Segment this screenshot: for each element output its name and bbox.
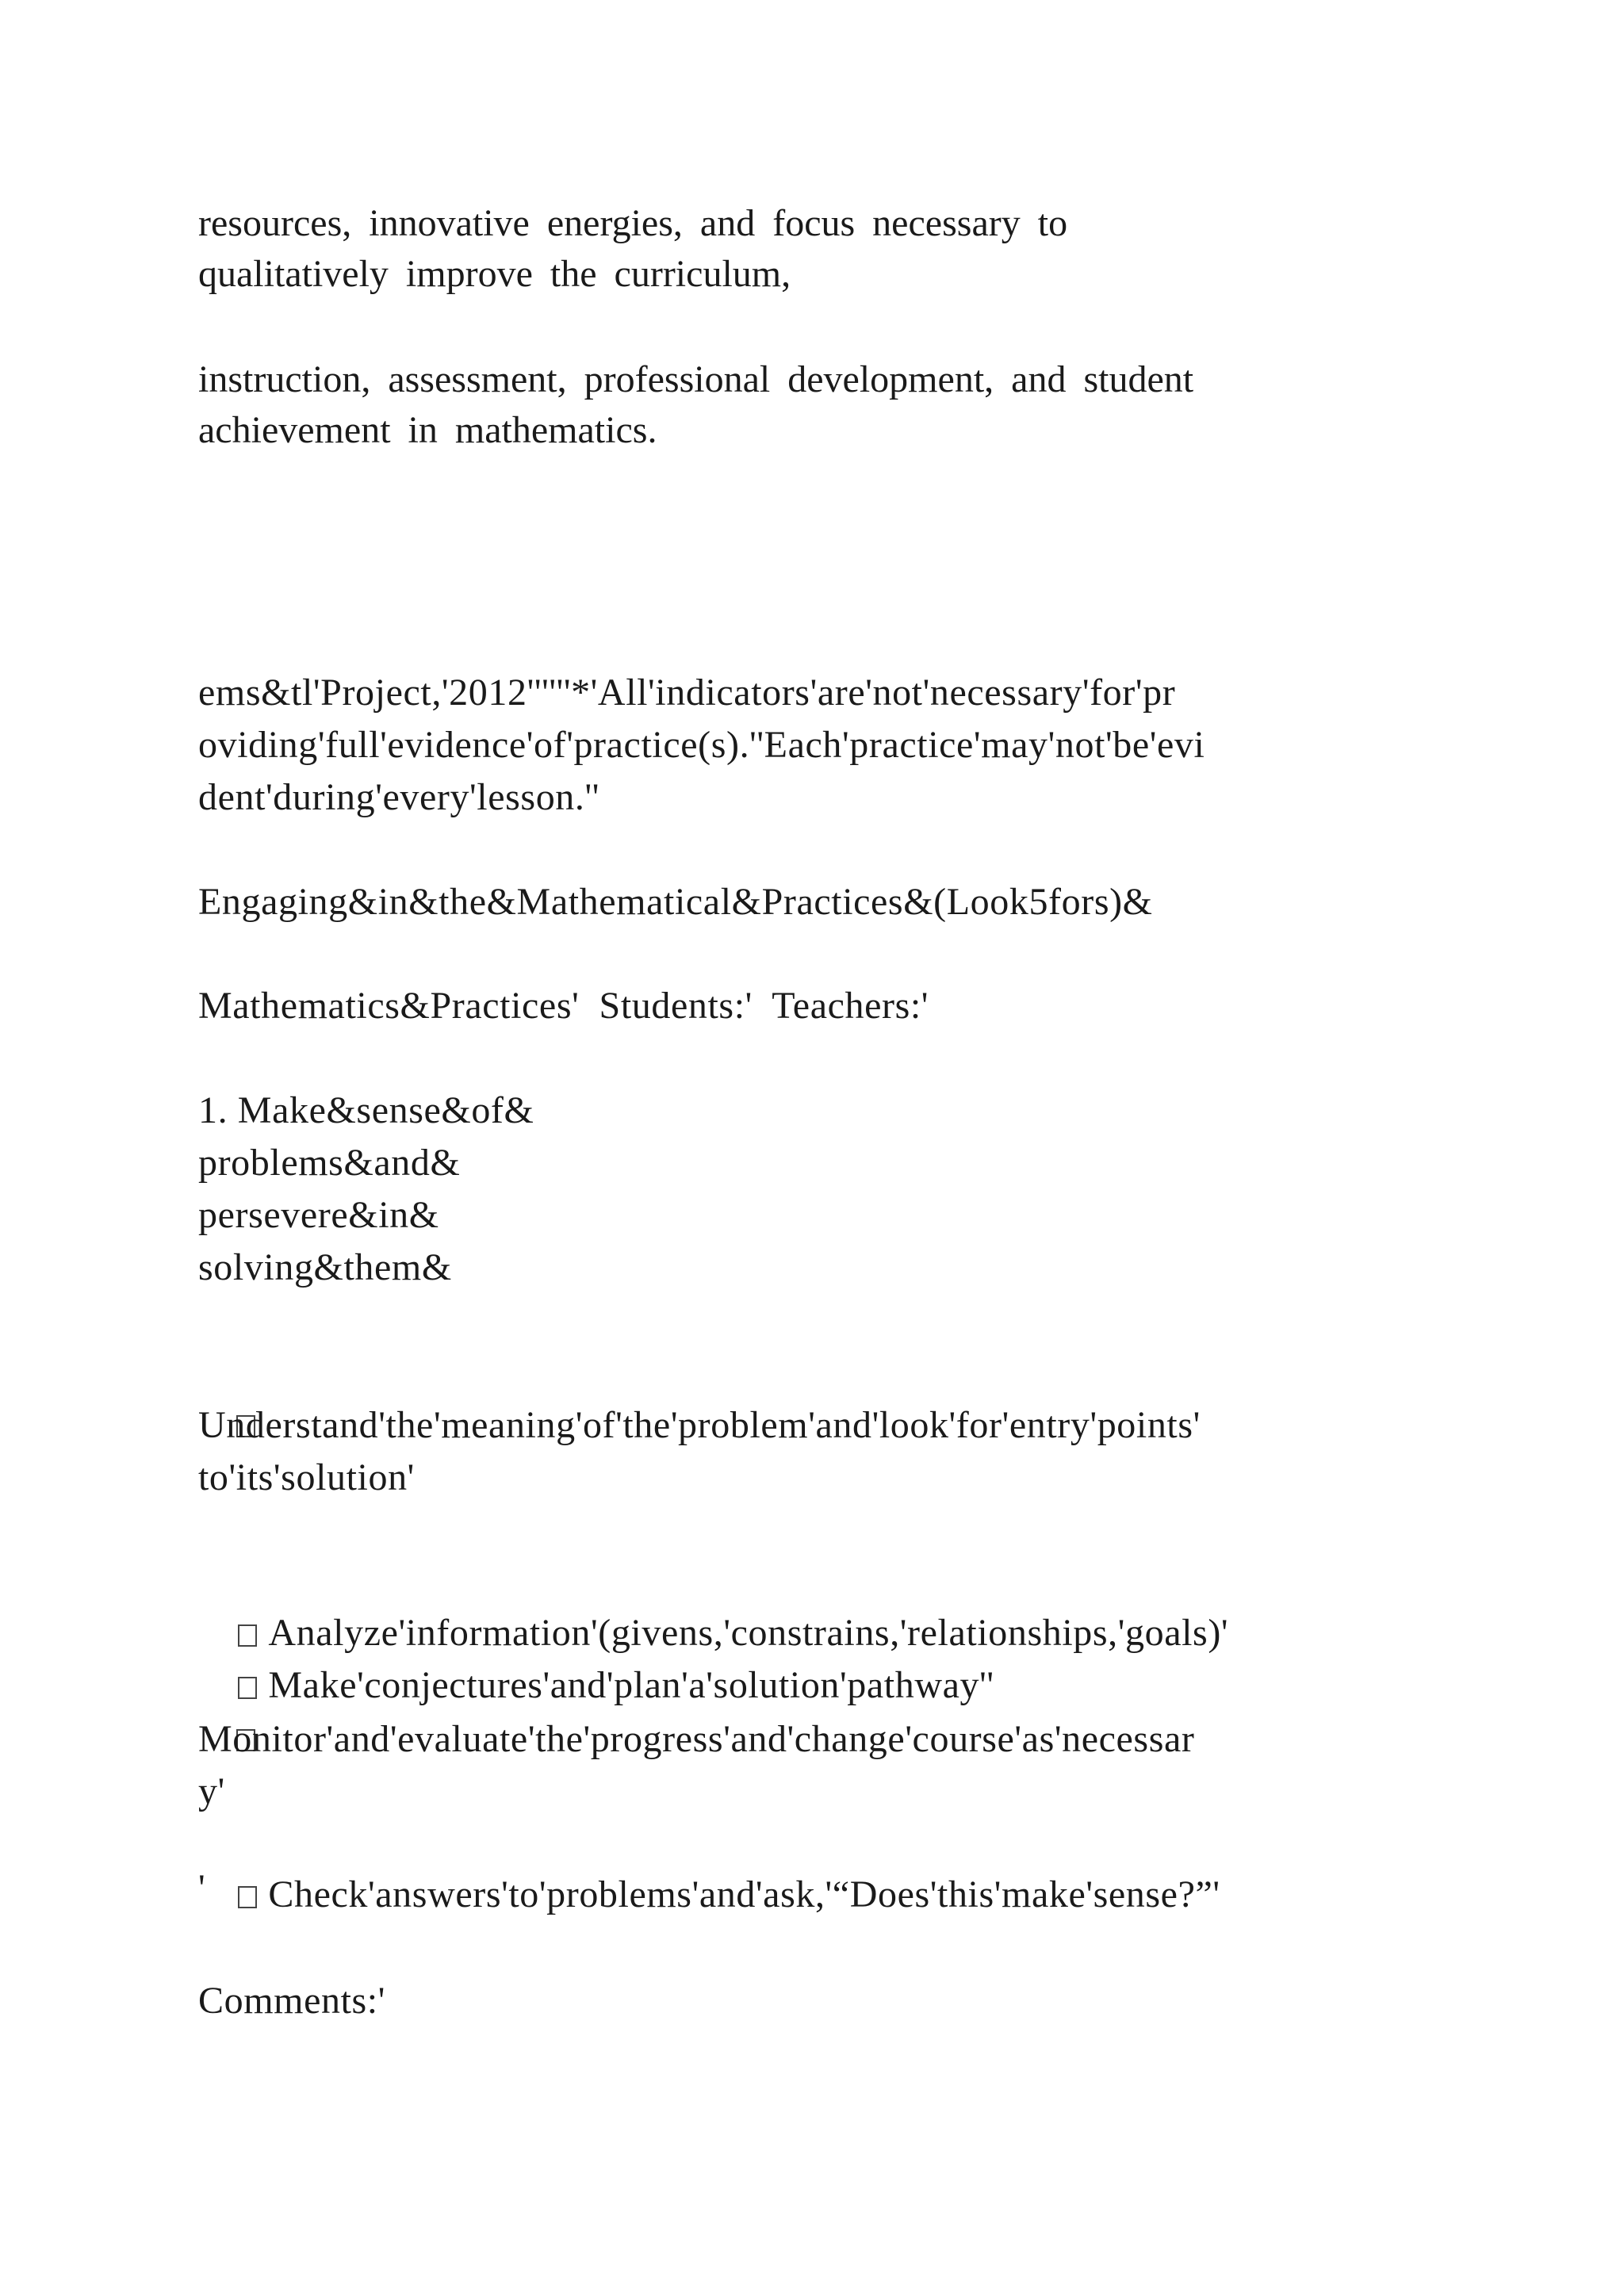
note-line-1: ems&tl'Project,'2012''''''*'All'indicators'are'not'necessary'for'pr: [198, 672, 1176, 714]
indicator-monitor-line-2: y': [198, 1770, 225, 1812]
intro-line-3: instruction, assessment, professional development, and student: [198, 358, 1194, 400]
checkbox-icon[interactable]: [238, 1886, 257, 1908]
intro-line-4: achievement in mathematics.: [198, 409, 657, 451]
column-headers: Mathematics&Practices' Students:' Teachers:': [198, 985, 929, 1027]
note-line-2: oviding'full'evidence'of'practice(s).''Each'practice'may'not'be'evi: [198, 724, 1205, 766]
indicator-check: [198, 1819, 1220, 1971]
intro-line-1: resources, innovative energies, and focus necessary to: [198, 202, 1068, 244]
note-line-3: dent'during'every'lesson.'': [198, 776, 599, 818]
intro-line-2: qualitatively improve the curriculum,: [198, 253, 791, 295]
practice-title-line-2: problems&and&: [198, 1142, 461, 1184]
comments-label: Comments:': [198, 1980, 385, 2022]
indicator-understand-line-1: Understand'the'meaning'of'the'problem'and'look'for'entry'points': [198, 1404, 1201, 1446]
section-heading: Engaging&in&the&Mathematical&Practices&(Look5fors)&: [198, 881, 1153, 923]
trailing-mark: ': [198, 1867, 206, 1909]
practice-title-line-1: 1. Make&sense&of&: [198, 1089, 534, 1131]
indicator-check-text: Check'answers'to'problems'and'ask,'“Does'this'make'sense?”': [268, 1873, 1220, 1915]
practice-title-line-3: persevere&in&: [198, 1194, 439, 1236]
indicator-understand-line-2: to'its'solution': [198, 1456, 415, 1498]
indicator-monitor-line-1: Monitor'and'evaluate'the'progress'and'change'course'as'necessar: [198, 1718, 1195, 1760]
practice-title-line-4: solving&them&: [198, 1246, 452, 1288]
indicator-analyze-text: Analyze'information'(givens,'constrains,'relationships,'goals)': [268, 1612, 1229, 1654]
indicator-conjectures-text: Make'conjectures'and'plan'a'solution'pathway'': [268, 1664, 994, 1706]
